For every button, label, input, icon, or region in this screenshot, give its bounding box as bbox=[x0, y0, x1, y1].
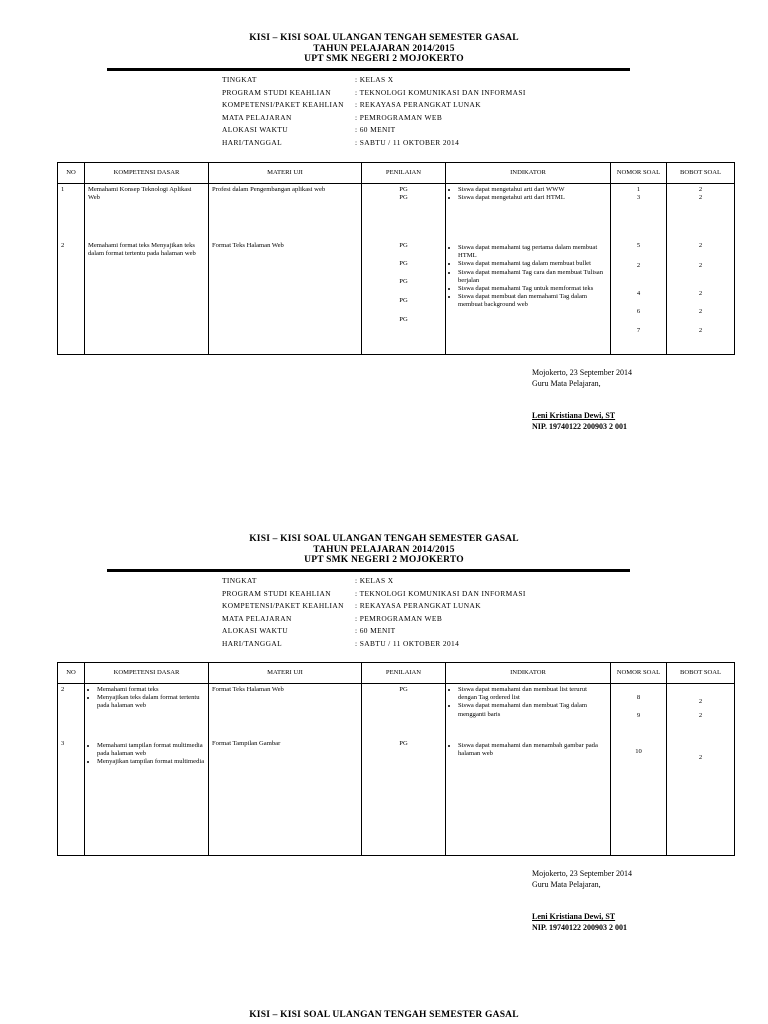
bobot-value: 2 bbox=[698, 194, 703, 201]
bobot-value: 2 bbox=[698, 290, 703, 297]
header-line2: TAHUN PELAJARAN 2014/2015 bbox=[313, 43, 455, 54]
doc-header bbox=[0, 534, 768, 566]
kd-item: • Menyajikan tampilan format multimedia bbox=[97, 758, 205, 766]
col-materi-uji: MATERI UJI bbox=[209, 163, 362, 184]
sign-nip: NIP. 19740122 200903 2 001 bbox=[532, 922, 628, 932]
nomor-value: 4 bbox=[636, 290, 641, 297]
bobot-value: 2 bbox=[698, 698, 703, 705]
row-no: 1 bbox=[61, 186, 65, 193]
indikator-item: • Siswa dapat memahami tag dalam membuat bullet bbox=[458, 260, 607, 268]
nomor-value: 8 bbox=[636, 694, 641, 701]
doc-header bbox=[0, 33, 768, 65]
meta-value: : 60 MENIT bbox=[355, 626, 396, 636]
kd-list bbox=[88, 742, 205, 767]
table-header-row bbox=[58, 163, 735, 184]
header-line2: TAHUN PELAJARAN 2014/2015 bbox=[313, 544, 455, 555]
indikator-item: • Siswa dapat membuat dan memahami Tag dalam membuat background web bbox=[458, 293, 607, 309]
cell-indikator bbox=[446, 184, 611, 355]
nomor-value: 1 bbox=[636, 186, 641, 193]
sign-role: Guru Mata Pelajaran, bbox=[532, 378, 601, 388]
col-kompetensi-dasar: KOMPETENSI DASAR bbox=[85, 163, 209, 184]
cell-materi-uji bbox=[209, 184, 362, 355]
indikator-item: • Siswa dapat memahami Tag untuk memformat teks bbox=[458, 285, 607, 293]
meta-label: MATA PELAJARAN bbox=[222, 613, 292, 623]
penilaian-value: PG bbox=[399, 740, 408, 747]
materi-text: Format Teks Halaman Web bbox=[212, 686, 284, 693]
kd-item: • Menyajikan teks dalam format tertentu pada halaman web bbox=[97, 694, 205, 710]
header-line3: UPT SMK NEGERI 2 MOJOKERTO bbox=[304, 555, 464, 565]
meta-label: PROGRAM STUDI KEAHLIAN bbox=[222, 588, 331, 598]
row-no: 2 bbox=[61, 242, 65, 249]
kd-text: Memahami Konsep Teknologi Aplikasi Web bbox=[88, 186, 192, 202]
cell-nomor-soal bbox=[611, 684, 667, 856]
nomor-value: 6 bbox=[636, 308, 641, 315]
table-header-row bbox=[58, 663, 735, 684]
meta-label: KOMPETENSI/PAKET KEAHLIAN bbox=[222, 601, 344, 611]
cell-no bbox=[58, 184, 85, 355]
col-no: NO bbox=[58, 663, 85, 684]
kisi-table bbox=[57, 662, 735, 856]
sign-role: Guru Mata Pelajaran, bbox=[532, 879, 601, 889]
meta-label: HARI/TANGGAL bbox=[222, 137, 283, 147]
indikator-item: • Siswa dapat memahami dan membuat list terurut dengan Tag ordered list bbox=[458, 686, 607, 702]
cell-penilaian bbox=[362, 684, 446, 856]
meta-value: : REKAYASA PERANGKAT LUNAK bbox=[355, 100, 481, 110]
col-no: NO bbox=[58, 163, 85, 184]
header-rule bbox=[107, 68, 630, 71]
meta-block bbox=[222, 74, 526, 150]
header-line1: KISI – KISI SOAL ULANGAN TENGAH SEMESTER GASAL bbox=[249, 534, 519, 544]
col-materi-uji: MATERI UJI bbox=[209, 663, 362, 684]
nomor-value: 7 bbox=[636, 327, 641, 334]
col-nomor-soal: NOMOR SOAL bbox=[611, 663, 667, 684]
nomor-value: 3 bbox=[636, 194, 641, 201]
meta-value: : SABTU / 11 OKTOBER 2014 bbox=[355, 137, 460, 147]
meta-value: : KELAS X bbox=[355, 576, 394, 585]
col-bobot-soal: BOBOT SOAL bbox=[667, 163, 735, 184]
kd-item: • Memahami tampilan format multimedia pada halaman web bbox=[97, 742, 205, 758]
indikator-item: • Siswa dapat mengetahui arti dari WWW bbox=[458, 186, 607, 194]
meta-value: : TEKNOLOGI KOMUNIKASI DAN INFORMASI bbox=[355, 588, 526, 598]
materi-text: Profesi dalam Pengembangan aplikasi web bbox=[212, 186, 326, 193]
table-row bbox=[58, 184, 735, 355]
col-bobot-soal: BOBOT SOAL bbox=[667, 663, 735, 684]
indikator-list bbox=[449, 742, 607, 758]
meta-label: ALOKASI WAKTU bbox=[222, 626, 289, 636]
table-row bbox=[58, 684, 735, 856]
indikator-list bbox=[449, 186, 607, 202]
meta-value: : REKAYASA PERANGKAT LUNAK bbox=[355, 601, 481, 611]
cell-kompetensi-dasar bbox=[85, 184, 209, 355]
cell-no bbox=[58, 684, 85, 856]
col-kompetensi-dasar: KOMPETENSI DASAR bbox=[85, 663, 209, 684]
signature-block bbox=[532, 368, 632, 432]
header-line1: KISI – KISI SOAL ULANGAN TENGAH SEMESTER GASAL bbox=[249, 1010, 519, 1020]
cell-bobot-soal bbox=[667, 184, 735, 355]
cell-nomor-soal bbox=[611, 184, 667, 355]
materi-text: Format Tampilan Gambar bbox=[212, 740, 281, 747]
materi-text: Format Teks Halaman Web bbox=[212, 242, 284, 249]
doc-header bbox=[0, 1010, 768, 1021]
meta-value: : KELAS X bbox=[355, 75, 394, 84]
meta-value: : PEMROGRAMAN WEB bbox=[355, 613, 443, 623]
cell-penilaian bbox=[362, 184, 446, 355]
indikator-item: • Siswa dapat memahami Tag cara dan membuat Tulisan berjalan bbox=[458, 269, 607, 285]
header-line1: KISI – KISI SOAL ULANGAN TENGAH SEMESTER GASAL bbox=[249, 33, 519, 43]
meta-block bbox=[222, 575, 526, 651]
meta-label: ALOKASI WAKTU bbox=[222, 125, 289, 135]
col-penilaian: PENILAIAN bbox=[362, 663, 446, 684]
penilaian-value: PG bbox=[399, 686, 408, 693]
meta-label: KOMPETENSI/PAKET KEAHLIAN bbox=[222, 100, 344, 110]
indikator-item: • Siswa dapat memahami dan membuat Tag dalam mengganti baris bbox=[458, 702, 607, 718]
penilaian-value: PG bbox=[399, 242, 408, 249]
meta-label: TINGKAT bbox=[222, 576, 257, 585]
col-penilaian: PENILAIAN bbox=[362, 163, 446, 184]
kd-list bbox=[88, 686, 205, 711]
kisi-table bbox=[57, 162, 735, 355]
meta-value: : TEKNOLOGI KOMUNIKASI DAN INFORMASI bbox=[355, 87, 526, 97]
penilaian-value: PG bbox=[399, 186, 408, 193]
col-indikator: INDIKATOR bbox=[446, 163, 611, 184]
kd-item: • Memahami format teks bbox=[97, 686, 205, 694]
row-no: 3 bbox=[61, 740, 65, 747]
nomor-value: 10 bbox=[635, 748, 642, 755]
bobot-value: 2 bbox=[698, 242, 703, 249]
cell-indikator bbox=[446, 684, 611, 856]
cell-materi-uji bbox=[209, 684, 362, 856]
indikator-item: • Siswa dapat memahami dan menambah gambar pada halaman web bbox=[458, 742, 607, 758]
bobot-value: 2 bbox=[698, 327, 703, 334]
penilaian-value: PG bbox=[399, 297, 408, 304]
meta-value: : 60 MENIT bbox=[355, 125, 396, 135]
penilaian-value: PG bbox=[399, 316, 408, 323]
meta-label: HARI/TANGGAL bbox=[222, 638, 283, 648]
col-nomor-soal: NOMOR SOAL bbox=[611, 163, 667, 184]
penilaian-value: PG bbox=[399, 260, 408, 267]
sign-place-date: Mojokerto, 23 September 2014 bbox=[532, 368, 632, 377]
meta-value: : SABTU / 11 OKTOBER 2014 bbox=[355, 638, 460, 648]
bobot-value: 2 bbox=[698, 754, 703, 761]
header-line3: UPT SMK NEGERI 2 MOJOKERTO bbox=[304, 54, 464, 64]
row-no: 2 bbox=[61, 686, 65, 693]
indikator-list bbox=[449, 244, 607, 310]
header-rule bbox=[107, 569, 630, 572]
nomor-value: 9 bbox=[636, 712, 641, 719]
indikator-list bbox=[449, 686, 607, 719]
meta-label: MATA PELAJARAN bbox=[222, 112, 292, 122]
signature-block bbox=[532, 869, 632, 933]
meta-label: PROGRAM STUDI KEAHLIAN bbox=[222, 87, 331, 97]
nomor-value: 2 bbox=[636, 262, 641, 269]
nomor-value: 5 bbox=[636, 242, 641, 249]
cell-kompetensi-dasar bbox=[85, 684, 209, 856]
penilaian-value: PG bbox=[399, 194, 408, 201]
cell-bobot-soal bbox=[667, 684, 735, 856]
indikator-item: • Siswa dapat memahami tag pertama dalam membuat HTML bbox=[458, 244, 607, 260]
penilaian-value: PG bbox=[399, 278, 408, 285]
indikator-item: • Siswa dapat mengetahui arti dari HTML bbox=[458, 194, 607, 202]
meta-label: TINGKAT bbox=[222, 75, 257, 84]
bobot-value: 2 bbox=[698, 308, 703, 315]
meta-value: : PEMROGRAMAN WEB bbox=[355, 112, 443, 122]
kd-text: Memahami format teks Menyajikan teks dalam format tertentu pada halaman web bbox=[88, 242, 196, 258]
sign-place-date: Mojokerto, 23 September 2014 bbox=[532, 869, 632, 878]
bobot-value: 2 bbox=[698, 186, 703, 193]
col-indikator: INDIKATOR bbox=[446, 663, 611, 684]
sign-nip: NIP. 19740122 200903 2 001 bbox=[532, 421, 628, 431]
bobot-value: 2 bbox=[698, 712, 703, 719]
sign-name: Leni Kristiana Dewi, ST bbox=[532, 912, 616, 921]
bobot-value: 2 bbox=[698, 262, 703, 269]
sign-name: Leni Kristiana Dewi, ST bbox=[532, 411, 616, 420]
